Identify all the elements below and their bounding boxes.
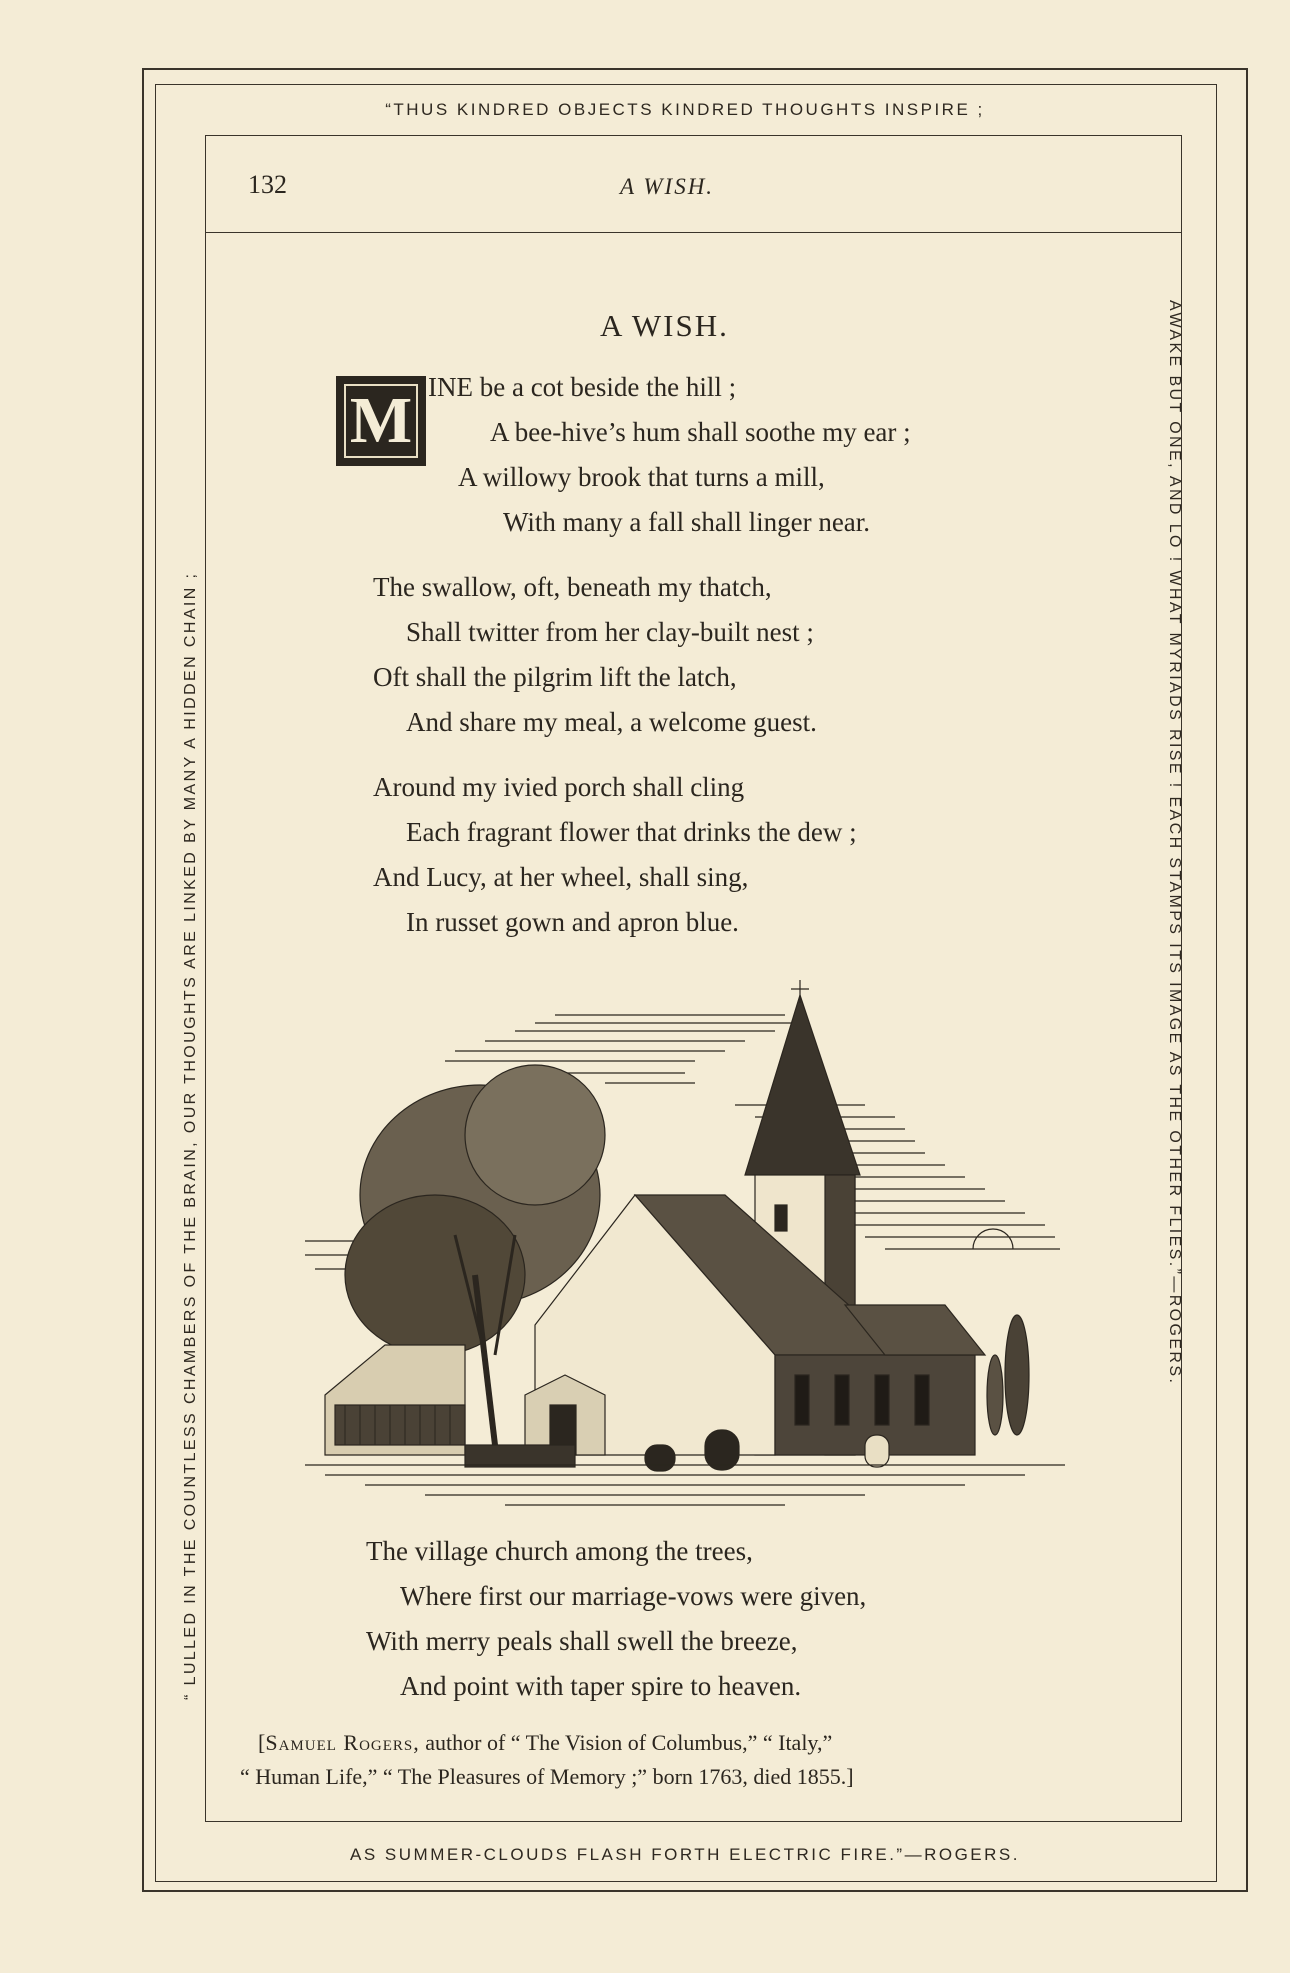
left-border-quote: “ LULLED IN THE COUNTLESS CHAMBERS OF THE BRAIN, OUR THOUGHTS ARE LINKED BY MANY A HIDDEN CHAIN ; [182,571,199,1700]
poem-title: A WISH. [600,308,729,343]
poem-line: Where first our marriage-vows were given, [400,1581,867,1611]
right-border-quote: AWAKE BUT ONE, AND LO ! WHAT MYRIADS RISE ! EACH STAMPS ITS IMAGE AS THE OTHER FLIES.”—ROGERS. [1166,300,1183,1386]
footnote-line-1 [258,1730,832,1756]
footnote-line-2: “ Human Life,” “ The Pleasures of Memory ;” born 1763, died 1855.] [240,1764,854,1789]
footnote-author: Samuel Rogers, [265,1730,420,1755]
drop-cap-icon [336,376,426,466]
poem-line: Shall twitter from her clay-built nest ; [406,617,814,647]
poem-line: A bee-hive’s hum shall soothe my ear ; [490,417,911,447]
poem-line: Around my ivied porch shall cling [373,772,745,802]
poem-line: INE be a cot beside the hill ; [428,372,737,402]
header-divider [205,232,1182,233]
top-border-quote: “THUS KINDRED OBJECTS KINDRED THOUGHTS INSPIRE ; [385,100,985,119]
village-church-engraving-icon [305,975,1065,1515]
poem-line: With many a fall shall linger near. [503,507,871,537]
page-number: 132 [248,170,287,199]
poem-line: In russet gown and apron blue. [406,907,739,937]
bottom-border-quote: AS SUMMER-CLOUDS FLASH FORTH ELECTRIC FIRE.”—ROGERS. [350,1845,1020,1864]
running-title: A WISH. [620,174,715,199]
poem-line: And Lucy, at her wheel, shall sing, [373,862,749,892]
drop-cap-letter: M [344,384,418,458]
poem-line: The village church among the trees, [366,1536,753,1566]
footnote-works: author of “ The Vision of Columbus,” “ Italy,” [419,1730,833,1755]
poem-line: The swallow, oft, beneath my thatch, [373,572,772,602]
footnote-bracket: [ [258,1730,266,1755]
poem-line: A willowy brook that turns a mill, [458,462,825,492]
poem-line: And share my meal, a welcome guest. [406,707,817,737]
poem-line: And point with taper spire to heaven. [400,1671,802,1701]
poem-line: Oft shall the pilgrim lift the latch, [373,662,737,692]
poem-line: Each fragrant flower that drinks the dew ; [406,817,857,847]
poem-line: With merry peals shall swell the breeze, [366,1626,798,1656]
